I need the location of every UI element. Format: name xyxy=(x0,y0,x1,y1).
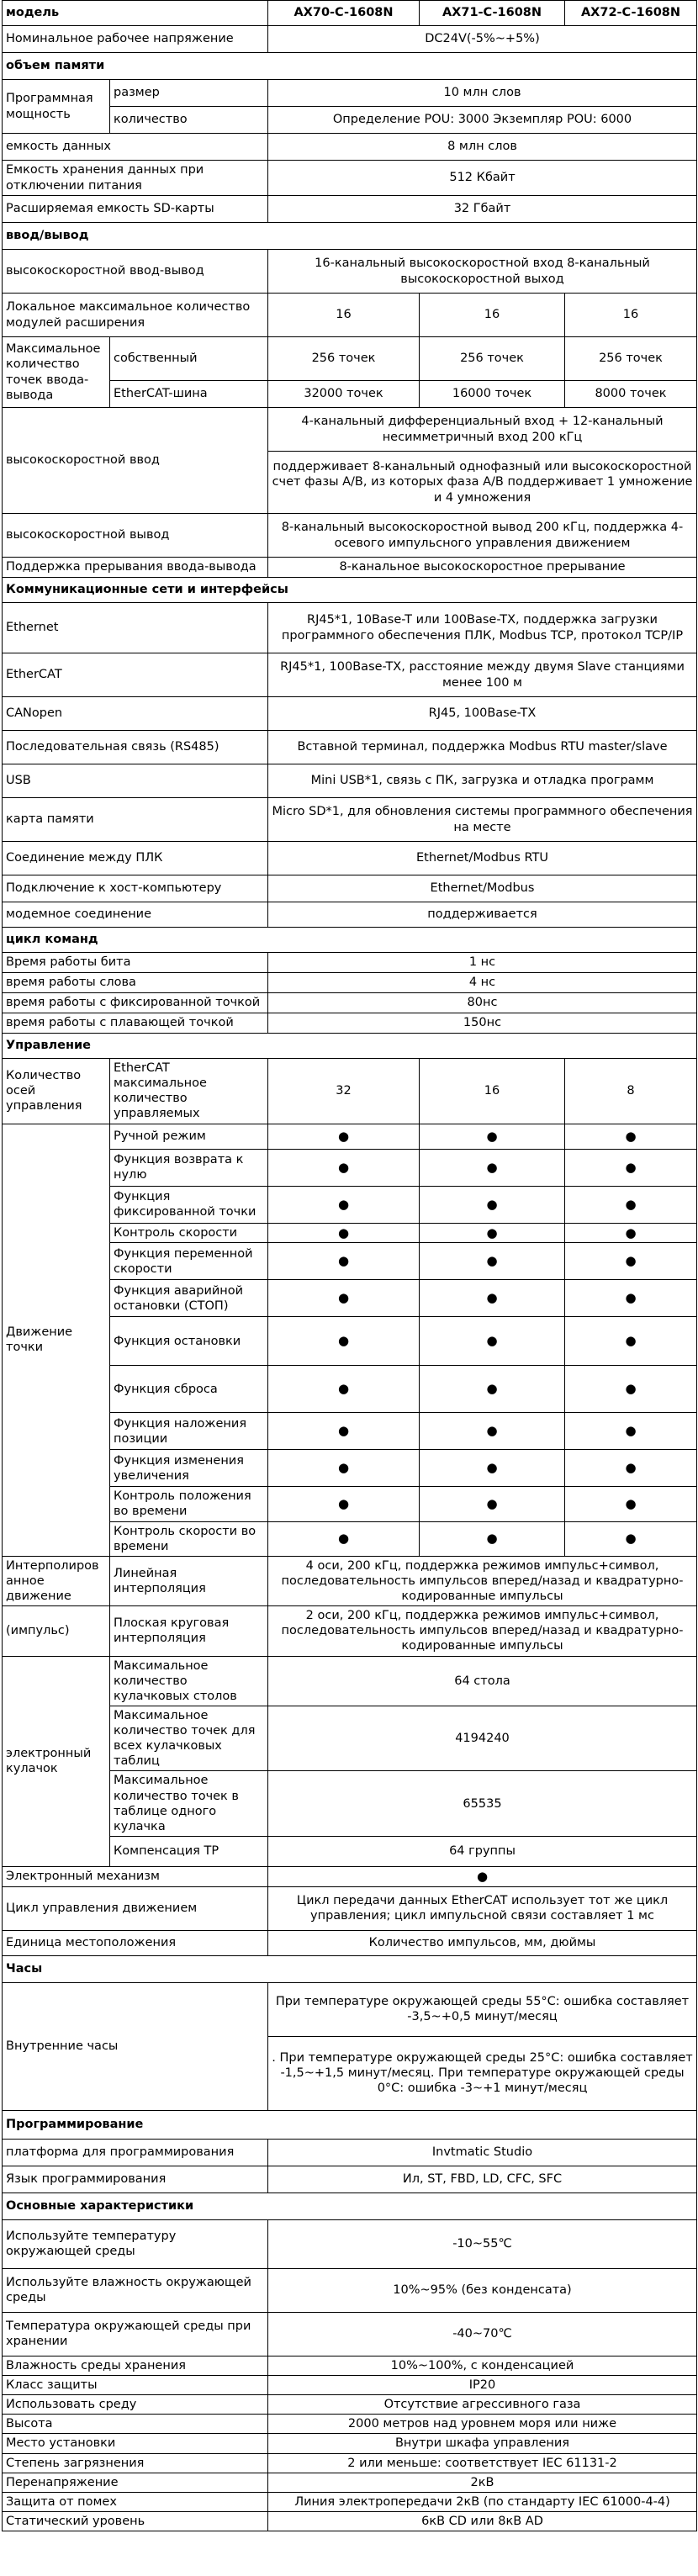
row-value: -40~70℃ xyxy=(268,2312,697,2356)
row-value: При температуре окружающей среды 55°C: ошибка составляет -3,5~+0,5 минут/месяц xyxy=(268,1982,697,2036)
value-ax71: 16 xyxy=(420,1059,565,1124)
row-label: USB xyxy=(3,764,268,798)
row-label: Соединение между ПЛК xyxy=(3,842,268,875)
value-ax71: 16000 точек xyxy=(420,381,565,408)
row-label: высокоскоростной вывод xyxy=(3,514,268,558)
motion-cycle-row xyxy=(3,1886,697,1930)
value-ax72: 8000 точек xyxy=(565,381,697,408)
row-label: Расширяемая емкость SD-карты xyxy=(3,196,268,223)
sub-label: собственный xyxy=(110,337,268,381)
row-label: Последовательная связь (RS485) xyxy=(3,731,268,764)
host-row xyxy=(3,875,697,902)
sub-label: EtherCAT-шина xyxy=(110,381,268,408)
ethercat-row xyxy=(3,653,697,697)
irq-row xyxy=(3,558,697,578)
float-row xyxy=(3,1013,697,1034)
row-label: Использовать среду xyxy=(3,2395,268,2415)
hsout-row xyxy=(3,514,697,558)
value-ax70: 32000 точек xyxy=(268,381,420,408)
program-size-row xyxy=(3,80,697,107)
row-label: EtherCAT xyxy=(3,653,268,697)
row-label: Высота xyxy=(3,2415,268,2434)
sub-label: Функция сброса xyxy=(110,1366,268,1413)
row-value: 4-канальный дифференциальный вход + 12-канальный несимметричный вход 200 кГц xyxy=(268,408,697,452)
fixed-row xyxy=(3,993,697,1013)
supported-dot: ● xyxy=(565,1243,697,1280)
row-label: Цикл управления движением xyxy=(3,1886,268,1930)
section-clock xyxy=(3,1955,697,1982)
supported-dot: ● xyxy=(420,1280,565,1317)
row-value: ● xyxy=(268,1866,697,1886)
emech-row xyxy=(3,1866,697,1886)
row-value: 4 оси, 200 кГц, поддержка режимов импульс+символ, последовательность импульсов вперед/назад и квадратурно-кодированные импульсы xyxy=(268,1556,697,1605)
supported-dot: ● xyxy=(420,1317,565,1366)
sub-label: Компенсация ТР xyxy=(110,1836,268,1866)
points-own-row xyxy=(3,337,697,381)
supported-dot: ● xyxy=(420,1521,565,1556)
supported-dot: ● xyxy=(565,1450,697,1487)
interp-circular-row xyxy=(3,1606,697,1656)
esd-row xyxy=(3,2511,697,2531)
model-ax70: AX70-C-1608N xyxy=(268,1,420,26)
language-row xyxy=(3,2166,697,2193)
section-control xyxy=(3,1034,697,1059)
value-ax70: 32 xyxy=(268,1059,420,1124)
row-label: Количество осей управления xyxy=(3,1059,110,1124)
row-label: Ethernet xyxy=(3,603,268,653)
row-value: 1 нс xyxy=(268,953,697,973)
row-label: Поддержка прерывания ввода-вывода xyxy=(3,558,268,578)
row-label: электронный кулачок xyxy=(3,1656,110,1866)
clock-row-1 xyxy=(3,1982,697,2036)
row-label: емкость данных xyxy=(3,134,268,161)
model-label: модель xyxy=(3,1,268,26)
section-comm xyxy=(3,578,697,603)
row-value: 4 нс xyxy=(268,973,697,993)
ip-row xyxy=(3,2376,697,2395)
supported-dot: ● xyxy=(268,1366,420,1413)
row-value: Ethernet/Modbus RTU xyxy=(268,842,697,875)
platform-row xyxy=(3,2139,697,2166)
sub-label: Максимальное количество точек для всех кулачковых таблиц xyxy=(110,1706,268,1771)
hsin-row-1 xyxy=(3,408,697,452)
storage-temp-row xyxy=(3,2312,697,2356)
axes-row xyxy=(3,1059,697,1124)
row-label: время работы с фиксированной точкой xyxy=(3,993,268,1013)
row-label: платформа для программирования xyxy=(3,2139,268,2166)
sub-label: Ручной режим xyxy=(110,1124,268,1149)
plc-link-row xyxy=(3,842,697,875)
sub-label: Функция аварийной остановки (СТОП) xyxy=(110,1280,268,1317)
value-ax72: 16 xyxy=(565,294,697,337)
sub-label: Функция фиксированной точки xyxy=(110,1186,268,1223)
overvoltage-row xyxy=(3,2473,697,2492)
supported-dot: ● xyxy=(420,1124,565,1149)
row-value: . При температуре окружающей среды 25°C: ошибка составляет -1,5~+1,5 минут/месяц. При температуре окружающей среды 0°C: ошибка -3~+1 минут/месяц xyxy=(268,2036,697,2110)
supported-dot: ● xyxy=(268,1450,420,1487)
value-ax71: 256 точек xyxy=(420,337,565,381)
supported-dot: ● xyxy=(565,1186,697,1223)
row-label: Единица местоположения xyxy=(3,1930,268,1955)
row-label: Программная мощность xyxy=(3,80,110,134)
row-value: Ethernet/Modbus xyxy=(268,875,697,902)
row-label: Статический уровень xyxy=(3,2511,268,2531)
section-title: Основные характеристики xyxy=(3,2193,697,2219)
supported-dot: ● xyxy=(420,1149,565,1186)
row-value: -10~55℃ xyxy=(268,2219,697,2268)
row-value: DC24V(-5%~+5%) xyxy=(268,26,697,53)
value-ax71: 16 xyxy=(420,294,565,337)
storage-hum-row xyxy=(3,2356,697,2375)
row-value: 10%~95% (без конденсата) xyxy=(268,2268,697,2312)
row-value: 80нс xyxy=(268,993,697,1013)
data-capacity-row xyxy=(3,134,697,161)
row-value: поддерживает 8-канальный однофазный или высокоскоростной счет фазы A/B, из которых фаза A/B поддерживает 1 умножение и 4 умножения xyxy=(268,452,697,514)
row-value: RJ45*1, 100Base-TX, расстояние между двумя Slave станциями менее 100 м xyxy=(268,653,697,697)
supported-dot: ● xyxy=(565,1366,697,1413)
sub-label: Максимальное количество кулачковых столов xyxy=(110,1656,268,1706)
row-value: Количество импульсов, мм, дюймы xyxy=(268,1930,697,1955)
altitude-row xyxy=(3,2415,697,2434)
row-value: 150нс xyxy=(268,1013,697,1034)
row-label: время работы слова xyxy=(3,973,268,993)
row-label: Защита от помех xyxy=(3,2492,268,2511)
supported-dot: ● xyxy=(268,1223,420,1243)
retain-row xyxy=(3,161,697,196)
supported-dot: ● xyxy=(268,1149,420,1186)
section-main xyxy=(3,2193,697,2219)
supported-dot: ● xyxy=(565,1317,697,1366)
cam-row-1 xyxy=(3,1656,697,1706)
row-value: RJ45*1, 10Base-T или 100Base-TX, поддержка загрузки программного обеспечения ПЛК, Modbus TCP, протокол TCP/IP xyxy=(268,603,697,653)
row-value: Линия электропередачи 2кВ (по стандарту IEC 61000-4-4) xyxy=(268,2492,697,2511)
supported-dot: ● xyxy=(565,1223,697,1243)
value-ax70: 256 точек xyxy=(268,337,420,381)
supported-dot: ● xyxy=(268,1413,420,1450)
word-row xyxy=(3,973,697,993)
install-row xyxy=(3,2434,697,2453)
sub-label: Функция переменной скорости xyxy=(110,1243,268,1280)
section-title: Коммуникационные сети и интерфейсы xyxy=(3,578,697,603)
supported-dot: ● xyxy=(420,1413,565,1450)
motion-function-row xyxy=(3,1124,697,1149)
row-value: 10 млн слов xyxy=(268,80,697,107)
row-value: Определение POU: 3000 Экземпляр POU: 6000 xyxy=(268,107,697,134)
supported-dot: ● xyxy=(565,1521,697,1556)
row-value: поддерживается xyxy=(268,902,697,928)
row-label: Язык программирования xyxy=(3,2166,268,2193)
row-value: 2 или меньше: соответствует IEC 61131-2 xyxy=(268,2453,697,2473)
supported-dot: ● xyxy=(268,1521,420,1556)
supported-dot: ● xyxy=(565,1487,697,1521)
sub-label: Контроль скорости xyxy=(110,1223,268,1243)
row-label: Подключение к хост-компьютеру xyxy=(3,875,268,902)
row-label: Степень загрязнения xyxy=(3,2453,268,2473)
model-ax72: AX72-C-1608N xyxy=(565,1,697,26)
sub-label: Функция возврата к нулю xyxy=(110,1149,268,1186)
supported-dot: ● xyxy=(268,1186,420,1223)
sub-label: количество xyxy=(110,107,268,134)
row-value: 512 Кбайт xyxy=(268,161,697,196)
section-title: Часы xyxy=(3,1955,697,1982)
supported-dot: ● xyxy=(420,1186,565,1223)
ethernet-row xyxy=(3,603,697,653)
supported-dot: ● xyxy=(565,1124,697,1149)
section-memory xyxy=(3,53,697,80)
row-label: Используйте влажность окружающей среды xyxy=(3,2268,268,2312)
row-label: Время работы бита xyxy=(3,953,268,973)
row-value: 2000 метров над уровнем моря или ниже xyxy=(268,2415,697,2434)
row-value: 6кВ CD или 8кВ AD xyxy=(268,2511,697,2531)
row-value: 10%~100%, с конденсацией xyxy=(268,2356,697,2375)
sub-label: Линейная интерполяция xyxy=(110,1556,268,1605)
row-value: IP20 xyxy=(268,2376,697,2395)
row-value: 32 Гбайт xyxy=(268,196,697,223)
row-label: высокоскоростной ввод-вывод xyxy=(3,250,268,294)
row-label: модемное соединение xyxy=(3,902,268,928)
supported-dot: ● xyxy=(420,1223,565,1243)
row-label: Электронный механизм xyxy=(3,1866,268,1886)
row-value: 64 группы xyxy=(268,1836,697,1866)
hsio-row xyxy=(3,250,697,294)
pollution-row xyxy=(3,2453,697,2473)
supported-dot: ● xyxy=(565,1280,697,1317)
memory-card-row xyxy=(3,798,697,842)
supported-dot: ● xyxy=(268,1243,420,1280)
supported-dot: ● xyxy=(420,1243,565,1280)
canopen-row xyxy=(3,697,697,731)
supported-dot: ● xyxy=(565,1149,697,1186)
sub-label: Функция изменения увеличения xyxy=(110,1450,268,1487)
value-ax72: 256 точек xyxy=(565,337,697,381)
row-value: Внутри шкафа управления xyxy=(268,2434,697,2453)
row-value: Invtmatic Studio xyxy=(268,2139,697,2166)
row-label: CANopen xyxy=(3,697,268,731)
sub-label: Функция остановки xyxy=(110,1317,268,1366)
row-value: Mini USB*1, связь с ПК, загрузка и отладка программ xyxy=(268,764,697,798)
row-label: время работы с плавающей точкой xyxy=(3,1013,268,1034)
noise-row xyxy=(3,2492,697,2511)
row-label: Максимальное количество точек ввода-вывода xyxy=(3,337,110,408)
supported-dot: ● xyxy=(268,1124,420,1149)
voltage-row xyxy=(3,26,697,53)
usb-row xyxy=(3,764,697,798)
modem-row xyxy=(3,902,697,928)
bit-row xyxy=(3,953,697,973)
row-value: 8 млн слов xyxy=(268,134,697,161)
row-label: Перенапряжение xyxy=(3,2473,268,2492)
row-label: высокоскоростной ввод xyxy=(3,408,268,514)
sub-label: EtherCAT максимальное количество управляемых xyxy=(110,1059,268,1124)
rs485-row xyxy=(3,731,697,764)
units-row xyxy=(3,1930,697,1955)
value-ax72: 8 xyxy=(565,1059,697,1124)
sub-label: Плоская круговая интерполяция xyxy=(110,1606,268,1656)
row-label: Движение точки xyxy=(3,1124,110,1556)
supported-dot: ● xyxy=(268,1487,420,1521)
row-label: Температура окружающей среды при хранении xyxy=(3,2312,268,2356)
spec-table xyxy=(2,0,697,2531)
row-value: Ил, ST, FBD, LD, CFC, SFC xyxy=(268,2166,697,2193)
row-value: 65535 xyxy=(268,1771,697,1837)
row-label: Место установки xyxy=(3,2434,268,2453)
section-title: Программирование xyxy=(3,2110,697,2139)
environment-row xyxy=(3,2395,697,2415)
row-label: Номинальное рабочее напряжение xyxy=(3,26,268,53)
section-cycle xyxy=(3,928,697,953)
section-programming xyxy=(3,2110,697,2139)
row-label: Емкость хранения данных при отключении питания xyxy=(3,161,268,196)
section-title: цикл команд xyxy=(3,928,697,953)
row-value: 8-канальное высокоскоростное прерывание xyxy=(268,558,697,578)
value-ax70: 16 xyxy=(268,294,420,337)
row-value: 2кВ xyxy=(268,2473,697,2492)
sub-label: Контроль положения во времени xyxy=(110,1487,268,1521)
row-label: Локальное максимальное количество модулей расширения xyxy=(3,294,268,337)
supported-dot: ● xyxy=(565,1413,697,1450)
row-label: Внутренние часы xyxy=(3,1982,268,2110)
header-row xyxy=(3,1,697,26)
sub-label: размер xyxy=(110,80,268,107)
supported-dot: ● xyxy=(420,1487,565,1521)
supported-dot: ● xyxy=(268,1280,420,1317)
supported-dot: ● xyxy=(268,1317,420,1366)
row-label: (импульс) xyxy=(3,1606,110,1656)
section-title: Управление xyxy=(3,1034,697,1059)
humidity-row xyxy=(3,2268,697,2312)
row-value: 64 стола xyxy=(268,1656,697,1706)
local-modules-row xyxy=(3,294,697,337)
row-value: Micro SD*1, для обновления системы программного обеспечения на месте xyxy=(268,798,697,842)
temp-row xyxy=(3,2219,697,2268)
interp-linear-row xyxy=(3,1556,697,1605)
row-value: 16-канальный высокоскоростной вход 8-канальный высокоскоростной выход xyxy=(268,250,697,294)
sub-label: Максимальное количество точек в таблице одного кулачка xyxy=(110,1771,268,1837)
sub-label: Функция наложения позиции xyxy=(110,1413,268,1450)
row-value: Вставной терминал, поддержка Modbus RTU master/slave xyxy=(268,731,697,764)
row-label: Класс защиты xyxy=(3,2376,268,2395)
row-value: Цикл передачи данных EtherCAT использует тот же цикл управления; цикл импульсной связи составляет 1 мс xyxy=(268,1886,697,1930)
row-label: Влажность среды хранения xyxy=(3,2356,268,2375)
sub-label: Контроль скорости во времени xyxy=(110,1521,268,1556)
sd-row xyxy=(3,196,697,223)
row-value: 8-канальный высокоскоростной вывод 200 кГц, поддержка 4-осевого импульсного управления движением xyxy=(268,514,697,558)
section-title: объем памяти xyxy=(3,53,697,80)
row-value: 4194240 xyxy=(268,1706,697,1771)
model-ax71: AX71-C-1608N xyxy=(420,1,565,26)
row-label: Используйте температуру окружающей среды xyxy=(3,2219,268,2268)
row-value: RJ45, 100Base-TX xyxy=(268,697,697,731)
section-io xyxy=(3,223,697,250)
supported-dot: ● xyxy=(420,1366,565,1413)
row-label: карта памяти xyxy=(3,798,268,842)
supported-dot: ● xyxy=(420,1450,565,1487)
row-label: Интерполированное движение xyxy=(3,1556,110,1605)
row-value: 2 оси, 200 кГц, поддержка режимов импульс+символ, последовательность импульсов вперед/назад и квадратурно-кодированные импульсы xyxy=(268,1606,697,1656)
section-title: ввод/вывод xyxy=(3,223,697,250)
row-value: Отсутствие агрессивного газа xyxy=(268,2395,697,2415)
